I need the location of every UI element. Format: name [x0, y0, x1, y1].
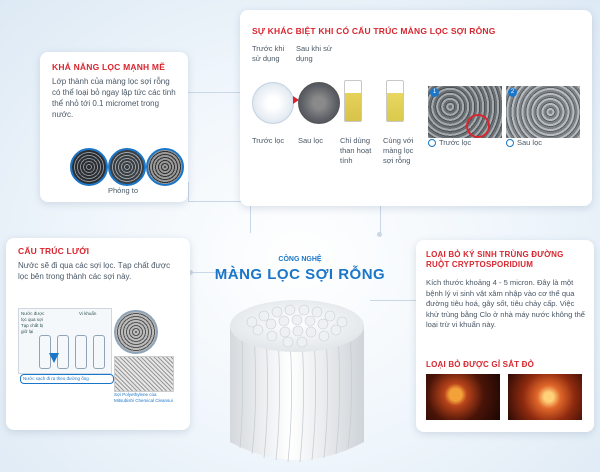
zoom-label: Phóng to	[108, 186, 139, 195]
before-filter-label: Trước lọc	[252, 136, 285, 145]
mesh-title: CẤU TRÚC LƯỚI	[18, 246, 90, 256]
center-subtitle: CÔNG NGHỆ	[278, 256, 322, 263]
crypto-title: LOẠI BỎ KÝ SINH TRÙNG ĐƯỜNG RUỘT CRYPTOSPORIDIUM	[426, 250, 564, 269]
hollow-fiber-cartridge	[222, 292, 372, 470]
fiber-caption: Sợi Polyethylene của Mitsubishi Chemical Cleansui	[114, 392, 173, 403]
fiber-tube-3	[75, 335, 87, 369]
strong-filter-card	[40, 52, 188, 202]
after-filter-label: Sau lọc	[298, 136, 324, 145]
micro-after	[506, 86, 580, 138]
fiber-tube-1	[39, 335, 51, 369]
check-circle-icon	[506, 139, 514, 147]
before-use-label: Trước khi sử dụng	[252, 44, 285, 63]
filter-disc-after	[298, 82, 340, 124]
strong-filter-title: KHẢ NĂNG LỌC MẠNH MẼ	[52, 62, 166, 72]
diagram-caption: Nước sạch đi ra theo đường ống	[20, 374, 114, 384]
mesh-card	[6, 238, 190, 430]
strong-filter-body: Lớp thành của màng lọc sợi rỗng có thể loại bỏ ngay lập tức các tinh thể nhỏ tới 0.1 micromet trong nước.	[52, 77, 176, 119]
with-hollow-label: Cùng với màng lọc sợi rỗng	[383, 136, 414, 165]
fiber-zoom-right	[146, 148, 184, 186]
center-title: MÀNG LỌC SỢI RỖNG	[214, 266, 386, 283]
fiber-zoom-mid	[108, 148, 146, 186]
marker-badge-2: 2	[508, 88, 517, 97]
crypto-card	[416, 240, 594, 432]
rust-image	[508, 374, 582, 420]
crypto-body: Kích thước khoảng 4 - 5 micron. Đây là một bệnh lý vi sinh vật xâm nhập vào cơ thể qua đường tiêu hoá, gây sốt, tiêu chảy cấp. Việc khử trùng bằng Clo ở nhà máy nước không thể loại trừ vi khuẩn này.	[426, 278, 586, 329]
comparison-card	[240, 10, 592, 206]
micro-before-label: Trước lọc	[439, 138, 472, 147]
comparison-title: SỰ KHÁC BIỆT KHI CÓ CẤU TRÚC MÀNG LỌC SỢI RỖNG	[252, 26, 496, 36]
rust-title: LOẠI BỎ ĐƯỢC GỈ SẮT ĐỎ	[426, 360, 535, 369]
marker-badge-1: 1	[430, 88, 439, 97]
check-circle-icon	[428, 139, 436, 147]
fiber-zoom-left	[70, 148, 108, 186]
glass-with-hollow	[386, 80, 404, 122]
micro-before	[428, 86, 502, 138]
micro-before-caption	[428, 138, 471, 148]
micro-after-label: Sau lọc	[517, 138, 543, 147]
highlight-circle	[466, 114, 490, 138]
mesh-diagram	[18, 308, 112, 374]
filter-disc-before	[252, 82, 294, 124]
arrow-down-icon	[49, 353, 59, 363]
diagram-label-1: Nước được lọc qua sợi	[21, 311, 45, 322]
glass-charcoal-only	[344, 80, 362, 122]
charcoal-only-label: Chỉ dùng than hoạt tính	[340, 136, 372, 165]
fiber-tube-4	[93, 335, 105, 369]
parasite-image	[426, 374, 500, 420]
diagram-label-2: Tạp chất bị giữ lại	[21, 323, 44, 334]
mesh-zoom-circle	[114, 310, 158, 354]
fiber-tube-2	[57, 335, 69, 369]
micro-after-caption	[506, 138, 542, 148]
mesh-body: Nước sẽ đi qua các sợi lọc. Tạp chất được lọc bên trong thành các sợi này.	[18, 261, 171, 281]
after-use-label: Sau khi sử dụng	[296, 44, 332, 63]
diagram-label-3: Vi khuẩn	[79, 311, 97, 316]
fiber-texture	[114, 356, 174, 392]
